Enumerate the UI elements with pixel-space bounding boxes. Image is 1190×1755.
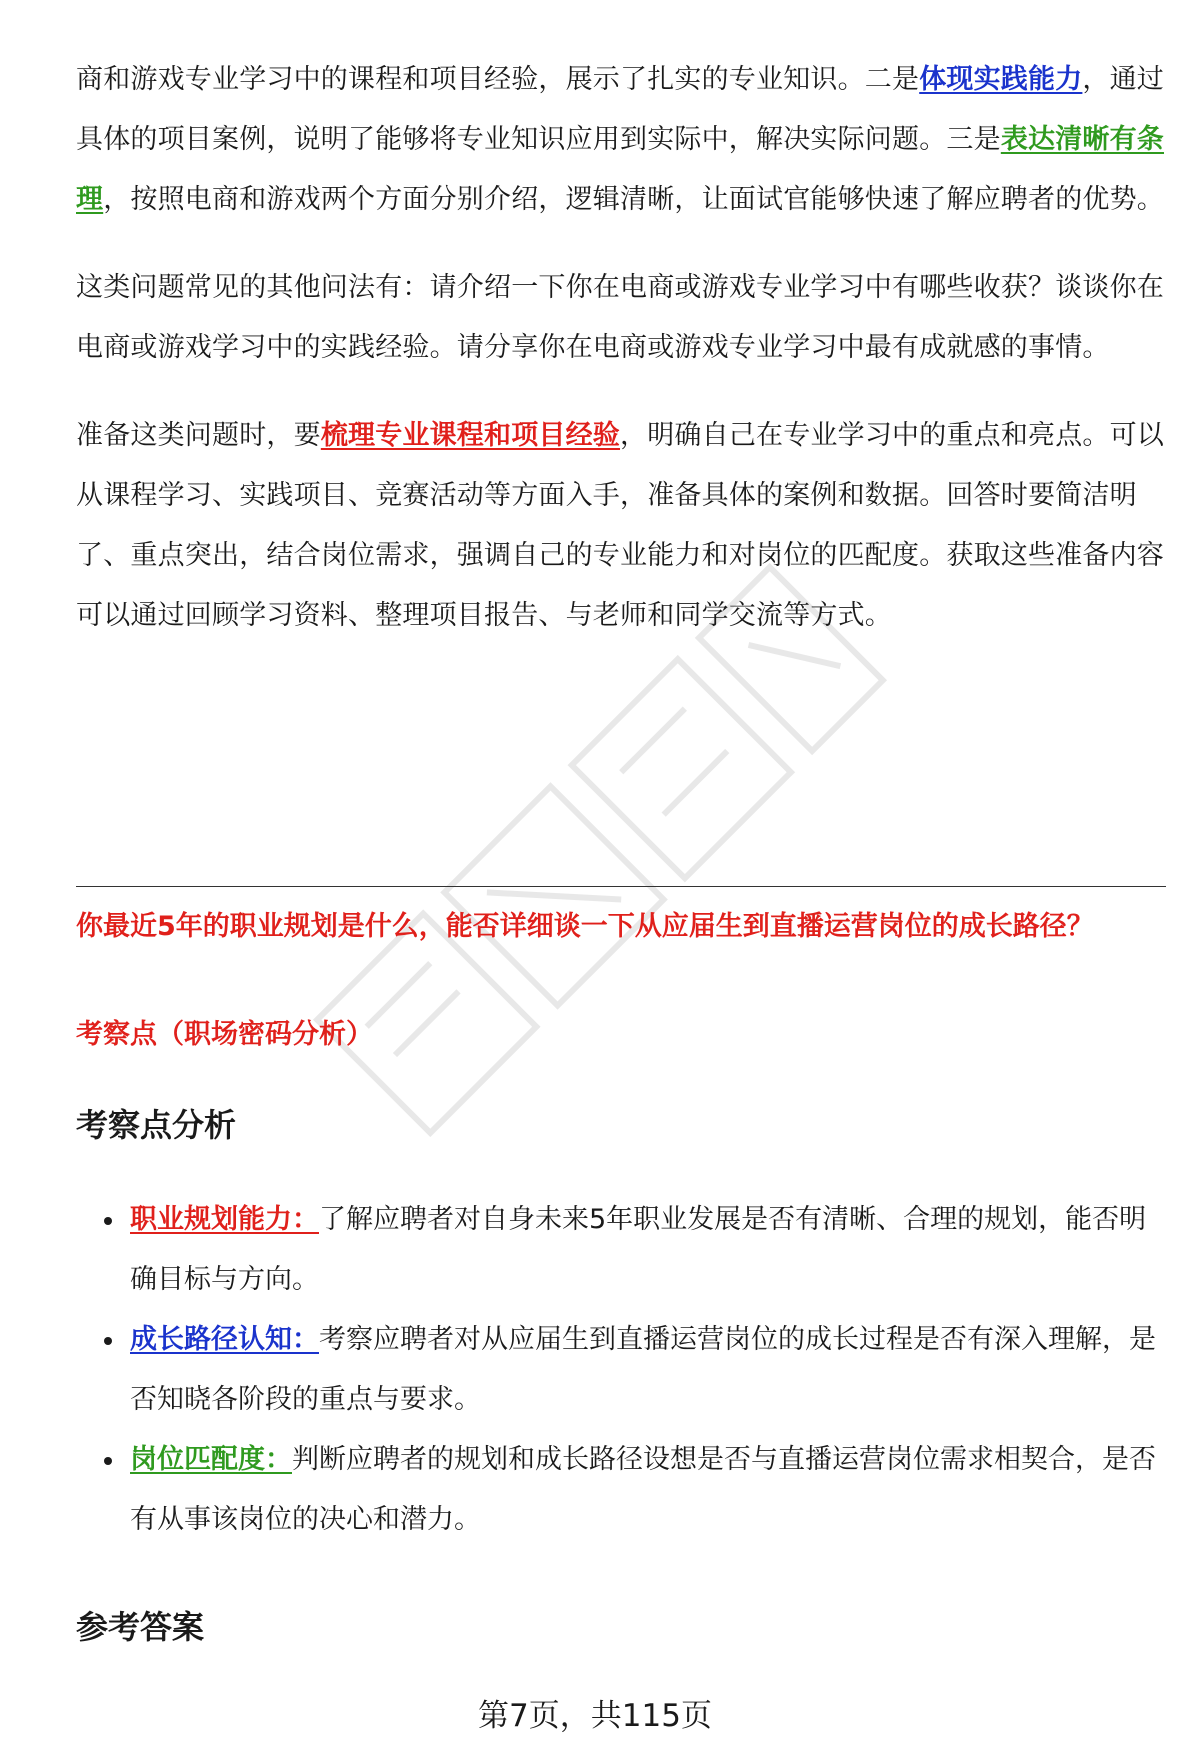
item-label: 职业规划能力：	[130, 1204, 319, 1235]
bullet-icon	[104, 1457, 112, 1465]
paragraph-text: 准备这类问题时，要	[76, 420, 321, 451]
interview-question: 你最近5年的职业规划是什么，能否详细谈一下从应届生到直播运营岗位的成长路径？	[76, 911, 1094, 942]
paragraph-other-questions	[76, 258, 1166, 378]
page-number: 第7页，共115页	[478, 1698, 712, 1734]
item-text: 了解应聘者对自身未来5年职业发展是否有清晰、合理的规划，能否明确目标与方向。	[130, 1204, 1147, 1295]
item-text: 判断应聘者的规划和成长路径设想是否与直播运营岗位需求相契合，是否有从事该岗位的决心和潜力。	[130, 1444, 1156, 1535]
paragraph-text: 这类问题常见的其他问法有：请介绍一下你在电商或游戏专业学习中有哪些收获？谈谈你在电商或游戏学习中的实践经验。请分享你在电商或游戏专业学习中最有成就感的事情。	[76, 272, 1164, 363]
question-subhead: 考察点（职场密码分析）	[76, 1019, 373, 1050]
analysis-heading: 考察点分析	[76, 1106, 237, 1144]
paragraph-text: ，通过具体的项目案例，说明了能够将专业知识应用到实际中，解决实际问题。三是	[76, 64, 1165, 155]
bullet-icon	[104, 1337, 112, 1345]
item-text: 考察应聘者对从应届生到直播运营岗位的成长过程是否有深入理解，是否知晓各阶段的重点与要求。	[130, 1324, 1156, 1415]
item-label: 岗位匹配度：	[130, 1444, 292, 1475]
body-text	[76, 50, 1166, 674]
highlight-clear-expression: 表达清晰有条理	[76, 124, 1165, 215]
highlight-review-courses: 梳理专业课程和项目经验	[320, 420, 621, 451]
highlight-practice-ability: 体现实践能力	[919, 64, 1083, 95]
list-item	[100, 1310, 1160, 1430]
item-label: 成长路径认知：	[130, 1324, 319, 1355]
paragraph-text: 商和游戏专业学习中的课程和项目经验，展示了扎实的专业知识。二是	[76, 64, 920, 95]
paragraph-text: ，明确自己在专业学习中的重点和亮点。可以从课程学习、实践项目、竞赛活动等方面入手，准备具体的案例和数据。回答时要简洁明了、重点突出，结合岗位需求，强调自己的专业能力和对岗位的匹配度。获取这些准备内容可以通过回顾学习资料、整理项目报告、与老师和同学交流等方式。	[76, 420, 1165, 631]
paragraph-advantages	[76, 50, 1166, 230]
answer-heading: 参考答案	[76, 1608, 205, 1646]
paragraph-preparation	[76, 406, 1166, 646]
bullet-icon	[104, 1217, 112, 1225]
analysis-list	[100, 1190, 1160, 1550]
list-item	[100, 1430, 1160, 1550]
paragraph-text: ，按照电商和游戏两个方面分别介绍，逻辑清晰，让面试官能够快速了解应聘者的优势。	[103, 184, 1165, 215]
list-item	[100, 1190, 1160, 1310]
section-divider	[76, 886, 1166, 887]
